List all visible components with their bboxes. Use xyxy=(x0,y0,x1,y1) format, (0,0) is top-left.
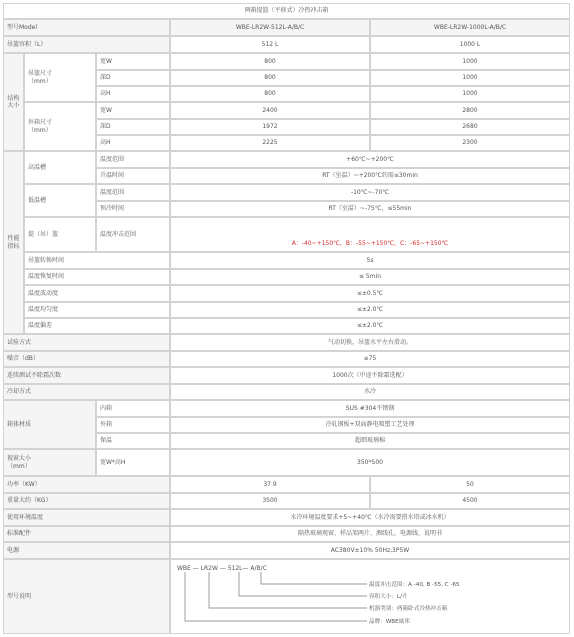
power-label: 功率（KW） xyxy=(3,476,170,493)
model-desc-area xyxy=(170,559,570,634)
outer-depth-label: 深D xyxy=(96,119,170,135)
environment-value: 水冷环境温度要求+5~+40℃（水冷需要搭水塔或冰水机） xyxy=(170,509,570,526)
note-brand: 品牌：WBE威邦 xyxy=(369,619,410,625)
transfer-time-value: 5s xyxy=(170,252,570,269)
cooling-value: 水冷 xyxy=(170,384,570,400)
transfer-time-label: 吊篮转换时间 xyxy=(24,252,170,269)
pre-cool-time-label: 预冷时间 xyxy=(96,201,170,217)
model-code-diagram xyxy=(171,560,570,634)
basket-volume-512: 512 L xyxy=(170,36,370,53)
power-512: 37.9 xyxy=(170,476,370,493)
environment-label: 使用环境温度 xyxy=(3,509,170,526)
power-supply-value: AC380V±10% 50Hz,3P5W xyxy=(170,542,570,559)
uniformity-label: 温度均匀度 xyxy=(24,302,170,318)
inner-depth-512: 800 xyxy=(170,70,370,86)
material-label: 箱体材质 xyxy=(3,400,96,449)
deviation-label: 温度偏差 xyxy=(24,318,170,334)
inner-width-512: 800 xyxy=(170,53,370,70)
power-supply-label: 电源 xyxy=(3,542,170,559)
model-desc-label: 型号说明 xyxy=(3,559,170,634)
test-method-value: 气动切换，吊篮水平左右滑动。 xyxy=(170,334,570,351)
model-512-header: WBE-LR2W-512L-A/B/C xyxy=(170,19,370,36)
outer-width-512: 2400 xyxy=(170,102,370,119)
inner-material-label: 内箱 xyxy=(96,400,170,417)
high-temp-range-label: 温度范围 xyxy=(96,151,170,168)
inner-height-1000: 1000 xyxy=(370,86,570,102)
model-header-label: 型号Model xyxy=(3,19,170,36)
heat-up-time-label: 升温时间 xyxy=(96,168,170,184)
pre-cool-time-value: RT（室温）~-75℃，≤55min xyxy=(170,201,570,217)
deviation-value: ≤±2.0℃ xyxy=(170,318,570,334)
defrost-value: 1000次（中途不除霜选配） xyxy=(170,367,570,384)
insulation-value: 超细玻璃棉 xyxy=(170,433,570,449)
inner-width-label: 宽W xyxy=(96,53,170,70)
accessories-label: 标准配件 xyxy=(3,526,170,542)
uniformity-value: ≤±2.0℃ xyxy=(170,302,570,318)
insulation-label: 保温 xyxy=(96,433,170,449)
shock-range-value: A：-40~+150℃，B：-55~+150℃，C：-65~+150℃ xyxy=(170,217,570,252)
accessories-value: 隔热玻璃观窗、样品架两片、测线孔、电源线、说明书 xyxy=(170,526,570,542)
inner-material-value: SUS #304不锈钢 xyxy=(170,400,570,417)
table-title: 两箱提篮（平移式）冷热冲击箱 xyxy=(3,3,570,19)
high-temp-range-value: +60℃~+200℃ xyxy=(170,151,570,168)
inner-height-label: 高H xyxy=(96,86,170,102)
window-dim-label: 宽W*高H xyxy=(96,449,170,476)
defrost-label: 连续测试不除霜次数 xyxy=(3,367,170,384)
window-size-label: 视窗大小 （mm） xyxy=(3,449,96,476)
low-temp-range-value: -10℃~-70℃ xyxy=(170,184,570,201)
outer-depth-512: 1972 xyxy=(170,119,370,135)
recovery-time-label: 温度恢复时间 xyxy=(24,269,170,285)
outer-size-label: 外箱尺寸 （mm） xyxy=(24,102,96,151)
recovery-time-value: ≤ 5min xyxy=(170,269,570,285)
outer-material-label: 外箱 xyxy=(96,417,170,433)
noise-label: 噪音（dB） xyxy=(3,351,170,367)
outer-height-512: 2225 xyxy=(170,135,370,151)
inner-depth-1000: 1000 xyxy=(370,70,570,86)
low-chamber-label: 低温槽 xyxy=(24,184,96,217)
power-1000: 50 xyxy=(370,476,570,493)
inner-width-1000: 1000 xyxy=(370,53,570,70)
outer-depth-1000: 2680 xyxy=(370,119,570,135)
model-code-connectors xyxy=(185,572,367,621)
fluctuation-label: 温度波动度 xyxy=(24,285,170,302)
basket-volume-1000: 1000 L xyxy=(370,36,570,53)
model-code: WBE — LR2W — 512L— A/B/C xyxy=(177,565,267,572)
note-volume: 容积大小：L/升 xyxy=(369,594,408,600)
inner-height-512: 800 xyxy=(170,86,370,102)
inner-depth-label: 深D xyxy=(96,70,170,86)
low-temp-range-label: 温度范围 xyxy=(96,184,170,201)
outer-material-value: 冷轧钢板+双面静电喷塑工艺处理 xyxy=(170,417,570,433)
model-1000-header: WBE-LR2W-1000L-A/B/C xyxy=(370,19,570,36)
performance-group-label: 性能 指标 xyxy=(3,151,24,334)
noise-value: ≤75 xyxy=(170,351,570,367)
basket-label: 提（吊）篮 xyxy=(24,217,96,252)
weight-1000: 4500 xyxy=(370,493,570,509)
outer-width-1000: 2800 xyxy=(370,102,570,119)
basket-volume-label: 吊篮容积（L） xyxy=(3,36,170,53)
structure-group-label: 结构 大小 xyxy=(3,53,24,151)
heat-up-time-value: RT（室温）~+200℃约需≤30min xyxy=(170,168,570,184)
high-chamber-label: 高温槽 xyxy=(24,151,96,184)
outer-width-label: 宽W xyxy=(96,102,170,119)
window-size-value: 350*500 xyxy=(170,449,570,476)
outer-height-label: 高H xyxy=(96,135,170,151)
weight-label: 重量大约（KG） xyxy=(3,493,170,509)
fluctuation-value: ≤±0.5℃ xyxy=(170,285,570,302)
note-temp-range: 温度冲击范围：A -40, B -55, C -65 xyxy=(369,582,460,588)
test-method-label: 试验方式 xyxy=(3,334,170,351)
cooling-label: 冷却方式 xyxy=(3,384,170,400)
shock-range-label: 温度冲击范围 xyxy=(96,217,170,252)
outer-height-1000: 2300 xyxy=(370,135,570,151)
inner-size-label: 吊篮尺寸 （mm） xyxy=(24,53,96,102)
weight-512: 3500 xyxy=(170,493,370,509)
note-category: 机器类别：两箱卧式冷热冲击箱 xyxy=(369,606,448,612)
